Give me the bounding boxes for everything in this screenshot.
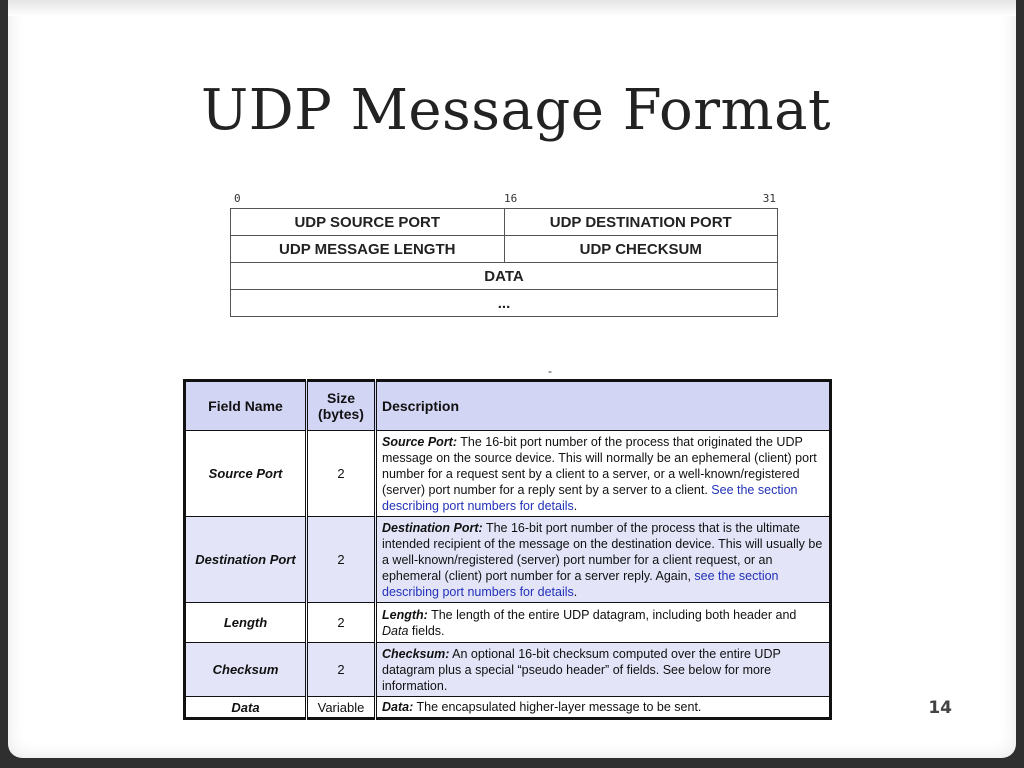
field-name: Destination Port <box>185 517 307 603</box>
port-numbers-link[interactable]: see the section describing port numbers for details <box>382 568 779 599</box>
header-frame <box>230 208 778 317</box>
field-size: 2 <box>307 517 376 603</box>
field-description <box>376 697 831 719</box>
field-size: Variable <box>307 697 376 719</box>
field-description <box>376 517 831 603</box>
field-description <box>376 431 831 517</box>
header-row <box>231 209 778 236</box>
bit-ruler <box>230 192 778 208</box>
desc-label: Checksum: <box>382 646 450 661</box>
table-row <box>185 697 831 719</box>
desc-label: Length: <box>382 607 428 622</box>
desc-text: The encapsulated higher-layer message to be sent. <box>413 700 702 714</box>
desc-label: Destination Port: <box>382 520 483 535</box>
header-row <box>231 236 778 263</box>
bit-label-0: 0 <box>234 192 241 205</box>
desc-text: An optional 16-bit checksum computed over the entire UDP datagram plus a special “pseudo header” of fields. See below for more information. <box>382 646 781 693</box>
destination-port-cell: UDP DESTINATION PORT <box>504 209 778 236</box>
message-length-cell: UDP MESSAGE LENGTH <box>231 236 505 263</box>
desc-tail: fields. <box>408 623 445 638</box>
ellipsis-cell: ... <box>231 290 778 317</box>
data-cell: DATA <box>231 263 778 290</box>
table-row <box>185 643 831 697</box>
field-name: Data <box>185 697 307 719</box>
field-description <box>376 603 831 643</box>
col-header-size: Size (bytes) <box>307 381 376 431</box>
header-row <box>231 263 778 290</box>
field-name: Source Port <box>185 431 307 517</box>
table-row <box>185 431 831 517</box>
desc-tail: . <box>573 584 578 599</box>
field-size: 2 <box>307 643 376 697</box>
udp-fields-table <box>183 379 832 720</box>
bit-label-31: 31 <box>762 192 776 205</box>
slide <box>8 0 1016 758</box>
table-row <box>185 603 831 643</box>
col-header-description: Description <box>376 381 831 431</box>
udp-header-diagram <box>230 192 778 317</box>
port-numbers-link[interactable]: See the section describing port numbers for details <box>382 482 798 513</box>
desc-text: The 16-bit port number of the process that originated the UDP message on the source device. This will normally be an ephemeral (client) port number for a request sent by a client to a server, or a well-known/registered (server) port number for a reply sent by a server to a client. <box>382 434 817 497</box>
slide-title: UDP Message Format <box>201 78 831 143</box>
field-size: 2 <box>307 603 376 643</box>
table-header-row <box>185 381 831 431</box>
field-name: Length <box>185 603 307 643</box>
top-shade <box>8 0 1016 16</box>
checksum-cell: UDP CHECKSUM <box>504 236 778 263</box>
separator-dash: - <box>548 364 552 378</box>
desc-label: Data: <box>382 700 414 714</box>
desc-text: The length of the entire UDP datagram, including both header and <box>427 607 797 622</box>
bit-label-16: 16 <box>504 192 518 205</box>
field-description <box>376 643 831 697</box>
desc-text: The 16-bit port number of the process that is the ultimate intended recipient of the message on the destination device. This will usually be a well-known/registered (server) port number for a client request, or an ephemeral (client) port number for a server reply. Again, <box>382 520 823 583</box>
header-row <box>231 290 778 317</box>
desc-tail: . <box>573 498 578 513</box>
desc-label: Source Port: <box>382 434 458 449</box>
table-row <box>185 517 831 603</box>
desc-italic: Data <box>382 623 409 638</box>
page-number: 14 <box>928 698 952 718</box>
col-header-field-name: Field Name <box>185 381 307 431</box>
field-name: Checksum <box>185 643 307 697</box>
field-size: 2 <box>307 431 376 517</box>
source-port-cell: UDP SOURCE PORT <box>231 209 505 236</box>
